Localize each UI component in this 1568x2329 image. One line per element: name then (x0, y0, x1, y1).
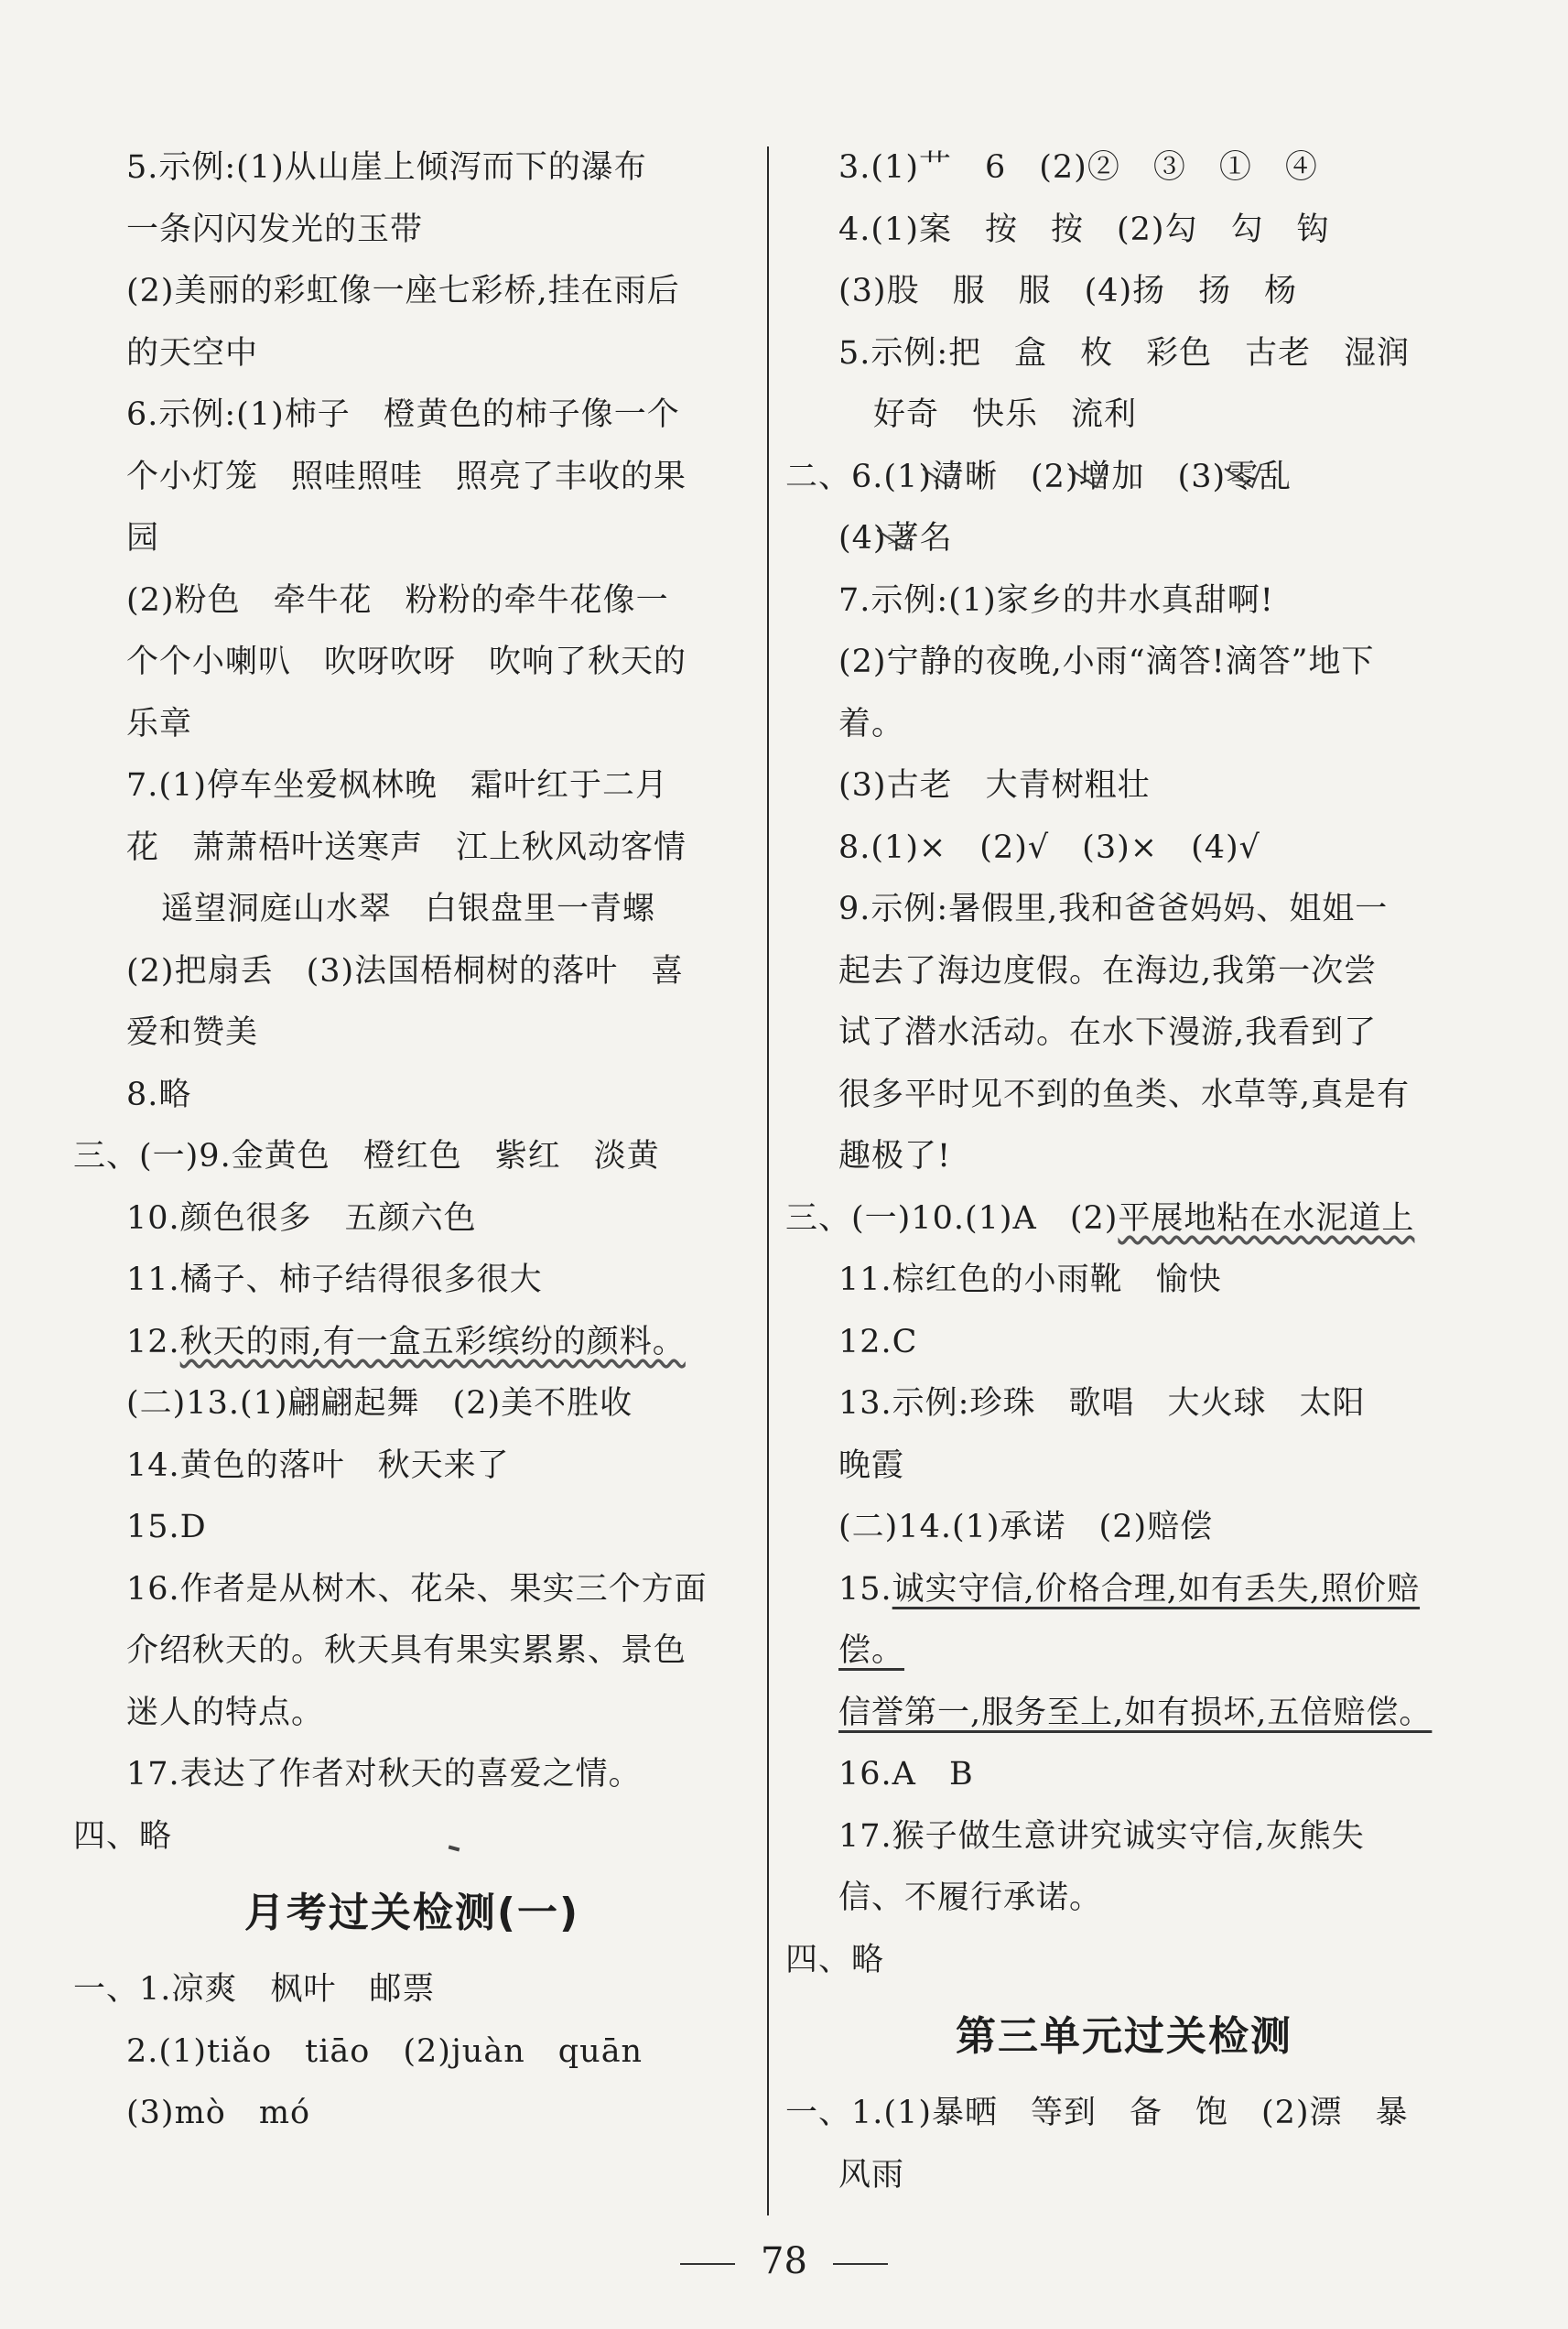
answer-text: 17.表达了作者对秋天的喜爱之情。 (126, 1756, 642, 1793)
right-line (785, 447, 1463, 509)
answer-text: 12.C (838, 1323, 918, 1360)
answer-text: 着。 (838, 705, 905, 742)
right-line (785, 1683, 1463, 1745)
right-line (785, 137, 1463, 200)
answer-text: 三、(一)9.金黄色 橙红色 紫红 淡黄 (73, 1138, 660, 1175)
answer-text: (二)13.(1)翩翩起舞 (2)美不胜收 (126, 1385, 633, 1422)
right-line (785, 1620, 1463, 1683)
answer-text: (2)宁静的夜晚,小雨“滴答!滴答”地下 (838, 644, 1375, 680)
underlined-text: 信誉第一,服务至上,如有损坏,五倍赔偿。 (838, 1694, 1433, 1731)
right-line (785, 1497, 1463, 1559)
answer-text: (4)著名 (838, 520, 953, 557)
answer-text: (2)把扇丢 (3)法国梧桐树的落叶 喜 (126, 952, 685, 990)
left-line (73, 1312, 751, 1374)
section-title: 月考过关检测(一) (243, 1890, 580, 1936)
answer-text: 16.作者是从树木、花朵、果实三个方面 (126, 1570, 708, 1608)
answer-text: 好奇 快乐 流利 (873, 396, 1138, 433)
answer-text: 2.(1)tiǎo tiāo (2)juàn quān (126, 2032, 643, 2070)
answer-text: 3.(1)艹 6 (2)② ③ ① ④ (838, 149, 1318, 186)
answer-text: 7.示例:(1)家乡的井水真甜啊! (838, 581, 1274, 619)
answer-text: 乐章 (126, 705, 193, 742)
answer-text: (二)14.(1)承诺 (2)赔偿 (838, 1509, 1214, 1545)
left-line (73, 1497, 751, 1559)
answer-text: 花 萧萧梧叶送寒声 江上秋风动客情 (126, 829, 687, 866)
right-line (785, 200, 1463, 262)
left-line (73, 1435, 751, 1498)
left-line (73, 1126, 751, 1188)
right-line (785, 1250, 1463, 1312)
right-line (785, 1930, 1463, 1992)
left-line (73, 200, 751, 262)
answer-text: 迷人的特点。 (126, 1694, 325, 1731)
left-line (73, 755, 751, 818)
left-line (73, 1065, 751, 1127)
answer-text: 17.猴子做生意讲究诚实守信,灰熊失 (838, 1817, 1365, 1855)
left-line (73, 879, 751, 941)
right-line (785, 879, 1463, 941)
answer-text: 一、1.凉爽 枫叶 邮票 (73, 1971, 436, 2008)
answer-text: 10.颜色很多 五颜六色 (126, 1199, 477, 1237)
right-line (785, 694, 1463, 756)
answer-text: (3)股 服 服 (4)扬 扬 杨 (838, 273, 1298, 309)
right-line (785, 632, 1463, 694)
left-line (73, 570, 751, 633)
answer-text: (3)mò mó (126, 2095, 311, 2131)
left-line (73, 1744, 751, 1806)
underlined-text: 偿。 (838, 1632, 905, 1669)
answer-text: 爱和赞美 (126, 1014, 259, 1051)
right-line (785, 261, 1463, 323)
answer-text: 晚霞 (838, 1446, 905, 1484)
answer-text: 8.(1)× (2)√ (3)× (4)√ (838, 829, 1260, 866)
underlined-text: 诚实守信,价格合理,如有丢失,照价赔 (892, 1570, 1421, 1608)
left-line (73, 137, 751, 200)
answer-text: 的天空中 (126, 334, 259, 372)
right-line (785, 1373, 1463, 1435)
left-line (73, 2021, 751, 2084)
left-line (73, 1959, 751, 2021)
pen-stroke-mark (877, 521, 1261, 558)
pen-stroke-mark (923, 460, 1307, 496)
answer-text: 个小灯笼 照哇照哇 照亮了丰收的果 (126, 458, 687, 495)
answer-text: 四、略 (73, 1817, 173, 1855)
answer-text: 很多平时见不到的鱼类、水草等,真是有 (838, 1076, 1411, 1113)
answer-text: 介绍秋天的。秋天具有果实累累、景色 (126, 1632, 687, 1669)
right-line (785, 1188, 1463, 1251)
left-line (73, 2083, 751, 2145)
answer-text: 12. (126, 1323, 180, 1360)
answer-text: 5.示例:(1)从山崖上倾泻而下的瀑布 (126, 149, 647, 186)
wavy-underlined-text: 秋天的雨,有一盒五彩缤纷的颜料。 (179, 1323, 686, 1360)
left-line (73, 632, 751, 694)
left-line (73, 1250, 751, 1312)
answer-text: 13.示例:珍珠 歌唱 大火球 太阳 (838, 1385, 1366, 1422)
answer-text: 四、略 (785, 1941, 885, 1978)
answer-text: 风雨 (838, 2156, 905, 2194)
answer-text: 14.黄色的落叶 秋天来了 (126, 1446, 510, 1484)
answer-text: 个个小喇叭 吹呀吹呀 吹响了秋天的 (126, 644, 687, 680)
left-line (73, 508, 751, 570)
page-number-dash-left (680, 2263, 735, 2265)
section-title: 第三单元过关检测 (956, 2013, 1292, 2060)
answer-text: 一条闪闪发光的玉带 (126, 211, 424, 248)
answer-text: 遥望洞庭山水翠 白银盘里一青螺 (161, 891, 656, 927)
answer-text: 7.(1)停车坐爱枫林晚 霜叶红于二月 (126, 767, 668, 804)
answer-text: 一、1.(1)暴晒 等到 备 饱 (2)漂 暴 (785, 2095, 1409, 2131)
answer-text: 11.橘子、柿子结得很多很大 (126, 1262, 543, 1298)
answer-text: 11.棕红色的小雨靴 愉快 (838, 1262, 1222, 1298)
left-line (73, 941, 751, 1003)
answer-text: 起去了海边度假。在海边,我第一次尝 (838, 952, 1378, 990)
left-line (73, 1373, 751, 1435)
answer-text: 8.略 (126, 1076, 192, 1113)
answer-text: (2)美丽的彩虹像一座七彩桥,挂在雨后 (126, 273, 680, 309)
answer-text: 9.示例:暑假里,我和爸爸妈妈、姐姐一 (838, 891, 1389, 927)
column-divider (767, 146, 769, 2215)
answer-text: 6.示例:(1)柿子 橙黄色的柿子像一个 (126, 396, 680, 433)
answer-text: (2)粉色 牵牛花 粉粉的牵牛花像一 (126, 581, 669, 619)
right-line (785, 2145, 1463, 2207)
right-line (785, 323, 1463, 385)
answer-text: 15.D (126, 1509, 207, 1545)
right-line (785, 1559, 1463, 1621)
answer-text: 二、6.(1)清晰 (2)增加 (3)零乱 (785, 458, 1292, 495)
right-line (785, 1806, 1463, 1869)
left-line (73, 1002, 751, 1065)
right-column (785, 137, 1463, 2206)
right-line (785, 1002, 1463, 1065)
left-line (73, 1806, 751, 1869)
right-line (785, 1435, 1463, 1498)
left-line (73, 818, 751, 880)
answer-text: 4.(1)案 按 按 (2)勾 勾 钩 (838, 211, 1330, 248)
answer-text: 三、(一)10.(1)A (2) (785, 1199, 1119, 1237)
answer-text: 园 (126, 520, 160, 557)
right-line (785, 385, 1463, 447)
right-line (785, 1312, 1463, 1374)
answer-text: 5.示例:把 盒 枚 彩色 古老 湿润 (838, 334, 1411, 372)
left-line (73, 1620, 751, 1683)
left-line (73, 323, 751, 385)
answer-text: 16.A B (838, 1756, 974, 1793)
answer-text: 趣极了! (838, 1138, 952, 1175)
answer-text: 15. (838, 1570, 892, 1608)
right-line (785, 2083, 1463, 2145)
page-number-dash-right (833, 2263, 888, 2265)
left-line (73, 261, 751, 323)
right-line (785, 1744, 1463, 1806)
answer-text: 试了潜水活动。在水下漫游,我看到了 (838, 1014, 1378, 1051)
left-column (73, 137, 751, 2145)
right-line (785, 1065, 1463, 1127)
answer-text: 信、不履行承诺。 (838, 1879, 1103, 1916)
left-line (73, 1559, 751, 1621)
left-line (73, 385, 751, 447)
right-line (785, 570, 1463, 633)
wavy-underlined-text: 平展地粘在水泥道上 (1118, 1199, 1415, 1237)
right-line (785, 818, 1463, 880)
left-line (73, 447, 751, 509)
left-line (73, 694, 751, 756)
right-line (785, 508, 1463, 570)
right-line (785, 941, 1463, 1003)
answer-text: (3)古老 大青树粗壮 (838, 767, 1151, 804)
left-line (73, 1188, 751, 1251)
left-line (73, 1683, 751, 1745)
right-line (785, 1126, 1463, 1188)
right-line (785, 1868, 1463, 1930)
right-line (785, 755, 1463, 818)
page-number (0, 2234, 1568, 2289)
page-number-text: 78 (761, 2240, 807, 2282)
